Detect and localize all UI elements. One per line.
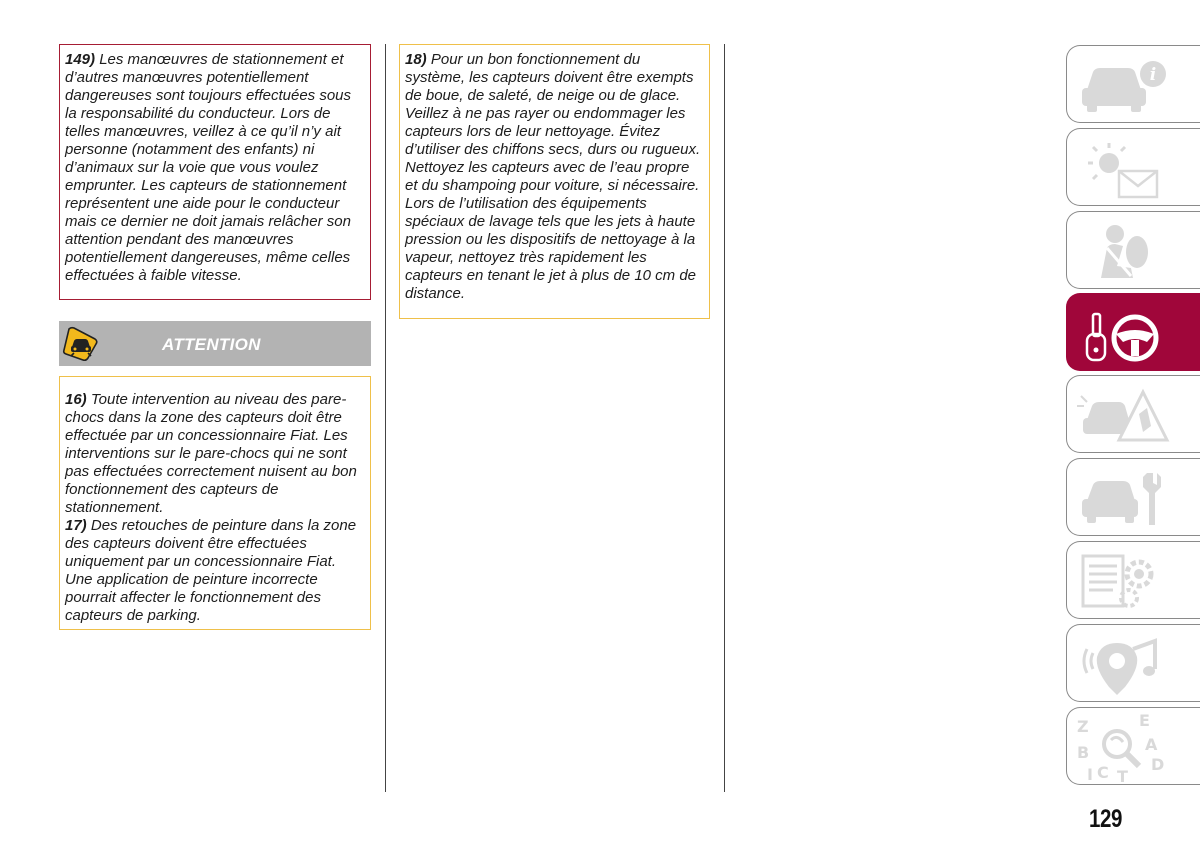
svg-text:Z: Z [1077,717,1089,736]
note-text: Toute intervention au niveau des pare-chocs dans la zone des capteurs doit être effectuée par un concessionnaire Fiat. Les interventions sur le pare-chocs qui ne sont pas effectuées correctement nuisent au bon fonctionnement des capteurs de stationnement. [65,391,357,516]
note-text: Pour un bon fonctionnement du système, les capteurs doivent être exempts de boue, de saleté, de neige ou de glace. Veillez à ne pas rayer ou endommager les capteurs lors de leur nettoyage. Évitez d’utiliser des chiffons secs, durs ou rugueux. Nettoyez les capteurs avec de l’eau propre et du shampoing pour voiture, si nécessaire. Lors de l’utilisation des équipements spéciaux de lavage tels que les jets à haute pression ou les dispositifs de nettoyage à la vapeur, nettoyez très rapidement les capteurs en tenant le jet à plus de 10 cm de distance. [405,51,701,302]
technical-data-gears-icon [1073,546,1173,616]
car-maintenance-wrench-icon [1073,463,1173,533]
attention-note-17 [65,517,365,625]
tab-technical-data[interactable] [1066,541,1200,619]
warning-lights-messages-icon [1073,133,1173,203]
note-ref: 16) [65,391,87,408]
tab-safety[interactable] [1066,211,1200,289]
svg-text:E: E [1139,712,1150,730]
column-divider [724,44,725,792]
attention-banner [59,321,371,366]
multimedia-music-icon [1073,629,1173,699]
car-info-icon [1073,50,1173,120]
svg-text:C: C [1097,763,1109,782]
tab-warning-lights[interactable] [1066,128,1200,206]
tab-index[interactable] [1066,707,1200,785]
tab-starting-driving[interactable] [1066,293,1200,371]
tab-emergency[interactable] [1066,375,1200,453]
tab-car-info[interactable] [1066,45,1200,123]
svg-text:i: i [1149,65,1157,85]
key-steering-wheel-icon [1073,298,1173,368]
warning-note-149 [59,44,371,300]
alphabetical-index-icon [1073,712,1173,782]
safety-airbag-icon [1073,216,1173,286]
svg-text:I: I [1087,765,1093,782]
note-text: Les manœuvres de stationnement et d’autres manœuvres potentiellement dangereuses sont toujours effectuées sous la responsabilité du conducteur. Lors de telles manœuvres, veillez à ce qu’il n’y ait personne (notamment des enfants) ni d’animaux sur la voie que vous voulez emprunter. Les capteurs de stationnement représentent une aide pour le conducteur mais ce dernier ne doit jamais relâcher son attention pendant des manœuvres potentiellement dangereuses, même celles effectuées à faible vitesse. [65,51,352,284]
attention-title: ATTENTION [162,335,261,354]
svg-text:B: B [1077,743,1090,762]
tab-maintenance[interactable] [1066,458,1200,536]
svg-text:T: T [1117,767,1128,782]
column-divider [385,44,386,792]
page-number: 129 [1089,805,1122,833]
car-emergency-triangle-icon [1073,380,1173,450]
svg-text:A: A [1145,735,1158,754]
note-ref: 17) [65,517,87,534]
car-on-road-warning-icon [61,325,101,363]
tab-multimedia[interactable] [1066,624,1200,702]
note-ref: 149) [65,51,96,68]
svg-text:D: D [1151,755,1165,774]
attention-notes-16-17 [59,376,371,630]
note-ref: 18) [405,51,427,68]
attention-note-16 [65,391,365,517]
attention-note-18 [399,44,710,319]
note-text: Des retouches de peinture dans la zone des capteurs doivent être effectuées uniquement par un concessionnaire Fiat. Une application de peinture incorrecte pourrait affecter le fonctionnement des capteurs de parking. [65,517,357,624]
